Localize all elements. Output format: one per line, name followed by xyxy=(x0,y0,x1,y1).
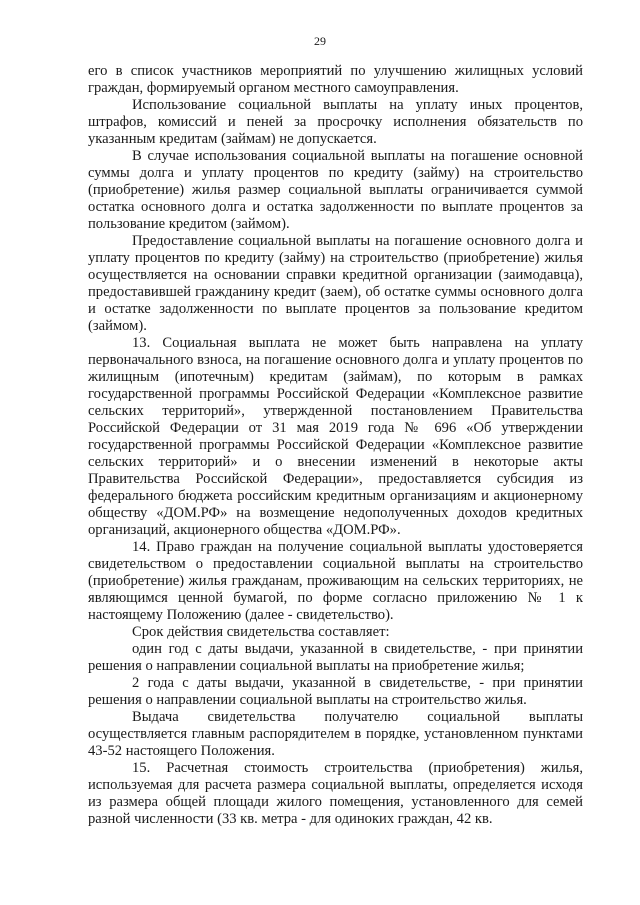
paragraph-item-13: 13. Социальная выплата не может быть направлена на уплату первоначального взноса, на погашение основного долга и уплату процентов по жилищным (ипотечным) кредитам (займам), по которым в рамках государственной программы Российской Федерации «Комплексное развитие сельских территорий», утвержденной постановлением Правительства Российской Федерации от 31 мая 2019 года № 696 «Об утверждении государственной программы Российской Федерации «Комплексное развитие сельских территорий» и о внесении изменений в некоторые акты Правительства Российской Федерации», предоставляется субсидия из федерального бюджета российским кредитным организациям и акционерному обществу «ДОМ.РФ» на возмещение недополученных доходов кредитных организаций, акционерного общества «ДОМ.РФ». xyxy=(88,335,583,538)
paragraph-payment-limit: В случае использования социальной выплаты на погашение основной суммы долга и уплату процентов по кредиту (займу) на строительство (приобретение) жилья размер социальной выплаты ограничивается суммой остатка основного долга и остатка задолженности по выплате процентов за пользование кредитом (займом). xyxy=(88,148,583,232)
paragraph-continuation: его в список участников мероприятий по улучшению жилищных условий граждан, формируемый органом местного самоуправления. xyxy=(88,63,583,96)
document-body xyxy=(88,63,583,828)
paragraph-fees-prohibition: Использование социальной выплаты на уплату иных процентов, штрафов, комиссий и пеней за просрочку исполнения обязательств по указанным кредитам (займам) не допускается. xyxy=(88,97,583,147)
page-number: 29 xyxy=(314,34,326,48)
paragraph-validity-construction: 2 года с даты выдачи, указанной в свидетельстве, - при принятии решения о направлении социальной выплаты на строительство жилья. xyxy=(88,675,583,708)
paragraph-item-15: 15. Расчетная стоимость строительства (приобретения) жилья, используемая для расчета размера социальной выплаты, определяется исходя из размера общей площади жилого помещения, установленного для семей разной численности (33 кв. метра - для одиноких граждан, 42 кв. xyxy=(88,760,583,827)
paragraph-item-14: 14. Право граждан на получение социальной выплаты удостоверяется свидетельством о предоставлении социальной выплаты на строительство (приобретение) жилья гражданам, проживающим на сельских территориях, не являющимся ценной бумагой, по форме согласно приложению № 1 к настоящему Положению (далее - свидетельство). xyxy=(88,539,583,623)
paragraph-lender-certificate: Предоставление социальной выплаты на погашение основного долга и уплату процентов по кредиту (займу) на строительство (приобретение) жилья осуществляется на основании справки кредитной организации (заимодавца), предоставившей гражданину кредит (заем), об остатке суммы основного долга и остатке задолженности по выплате процентов за пользование кредитом (займом). xyxy=(88,233,583,334)
paragraph-validity-purchase: один год с даты выдачи, указанной в свидетельстве, - при принятии решения о направлении социальной выплаты на приобретение жилья; xyxy=(88,641,583,674)
paragraph-issuance: Выдача свидетельства получателю социальной выплаты осуществляется главным распорядителем в порядке, установленном пунктами 43-52 настоящего Положения. xyxy=(88,709,583,759)
paragraph-validity-intro: Срок действия свидетельства составляет: xyxy=(132,624,390,640)
